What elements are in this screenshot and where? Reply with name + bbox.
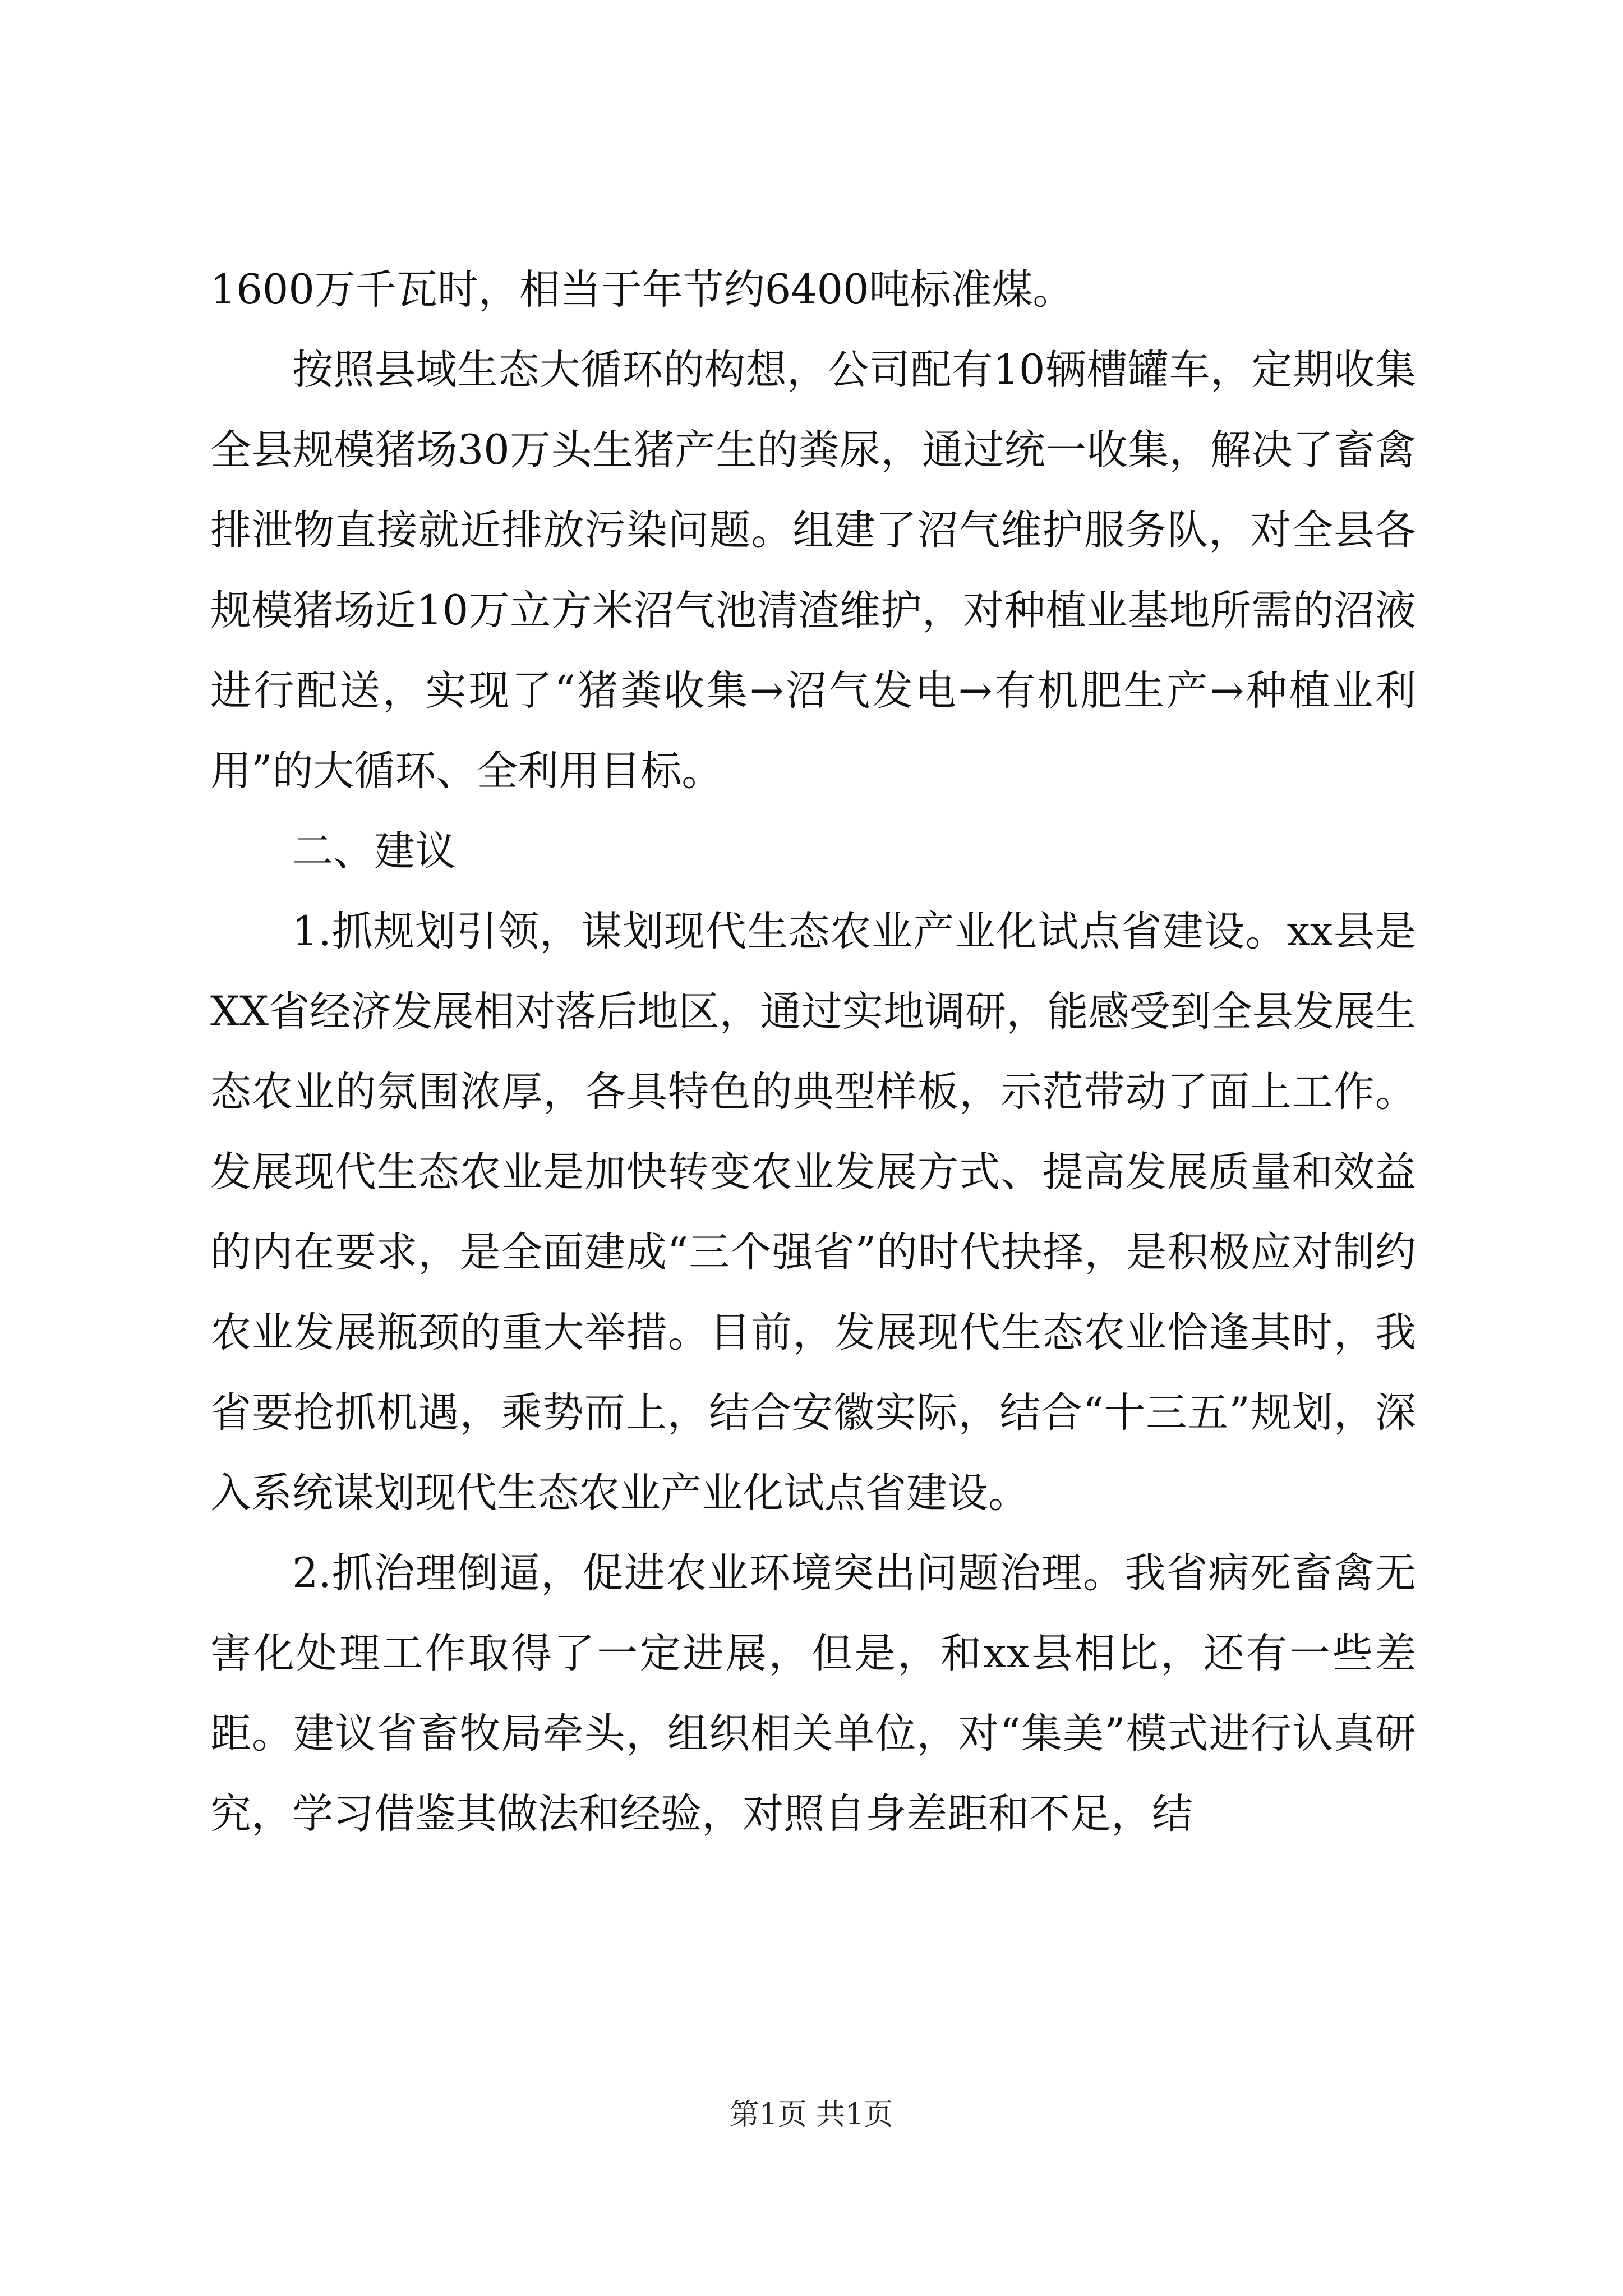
- page-footer: 第1页 共1页: [730, 2098, 893, 2132]
- paragraph-ecological-cycle: 按照县域生态大循环的构想，公司配有10辆槽罐车，定期收集全县规模猪场30万头生猪产生的粪尿，通过统一收集，解决了畜禽排泄物直接就近排放污染问题。组建了沼气维护服务队，对全县各规模猪场近10万立方米沼气池清渣维护，对种植业基地所需的沼液进行配送，实现了“猪粪收集→沼气发电→有机肥生产→种植业利用”的大循环、全利用目标。: [210, 346, 1416, 795]
- paragraph-continuation: 1600万千瓦时，相当于年节约6400吨标准煤。: [210, 266, 1074, 314]
- document-body: [210, 250, 1416, 1854]
- paragraph-suggestion-1: 1.抓规划引领，谋划现代生态农业产业化试点省建设。xx县是XX省经济发展相对落后地区，通过实地调研，能感受到全县发展生态农业的氛围浓厚，各具特色的典型样板，示范带动了面上工作。发展现代生态农业是加快转变农业发展方式、提高发展质量和效益的内在要求，是全面建成“三个强省”的时代抉择，是积极应对制约农业发展瓶颈的重大举措。目前，发展现代生态农业恰逢其时，我省要抢抓机遇，乘势而上，结合安徽实际，结合“十三五”规划，深入系统谋划现代生态农业产业化试点省建设。: [210, 908, 1416, 1517]
- paragraph-suggestion-2: 2.抓治理倒逼，促进农业环境突出问题治理。我省病死畜禽无害化处理工作取得了一定进展，但是，和xx县相比，还有一些差距。建议省畜牧局牵头，组织相关单位，对“集美”模式进行认真研究，学习借鉴其做法和经验，对照自身差距和不足，结: [210, 1549, 1416, 1838]
- section-heading-suggestions: 二、建议: [292, 827, 456, 875]
